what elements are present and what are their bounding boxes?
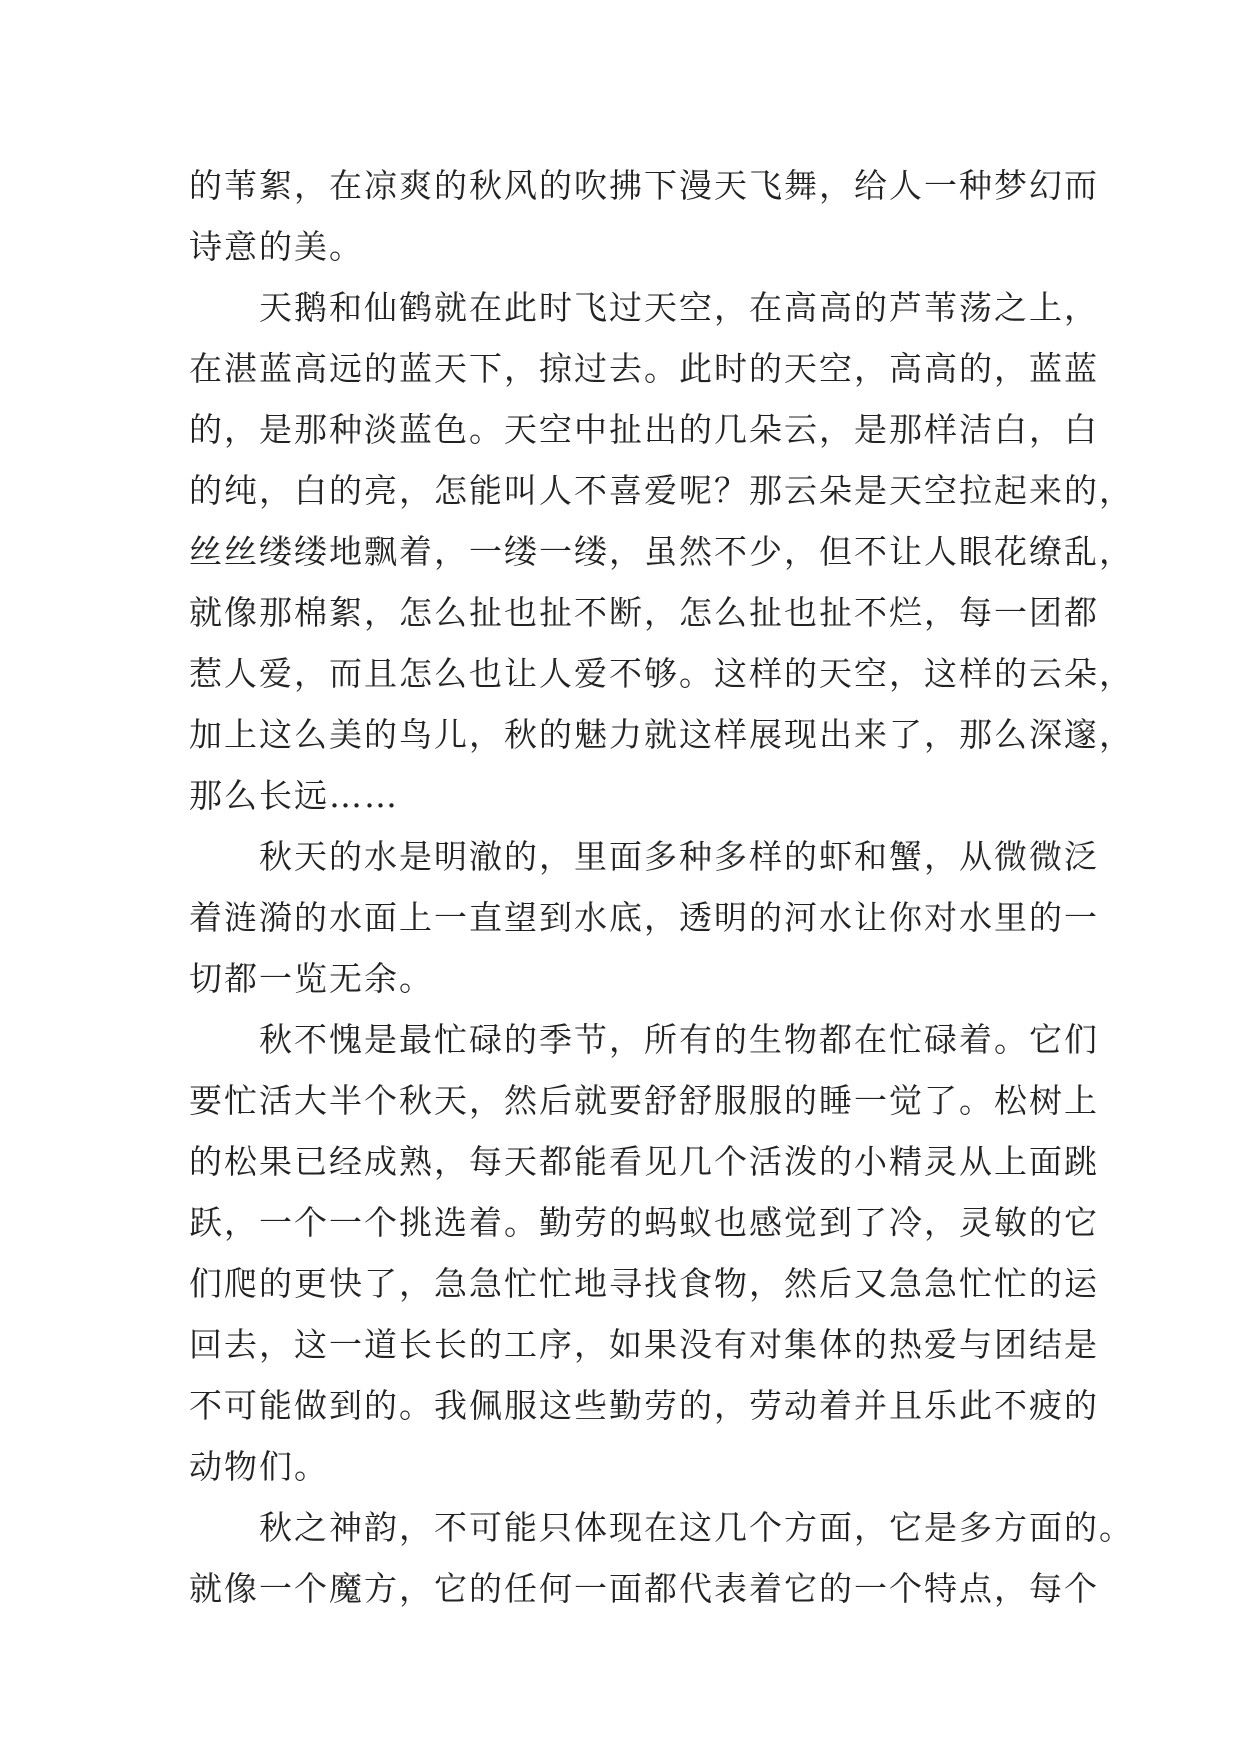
body-text	[189, 155, 1134, 1619]
text-line: 丝丝缕缕地飘着，一缕一缕，虽然不少，但不让人眼花缭乱，	[189, 532, 1134, 571]
text-line: 就像一个魔方，它的任何一面都代表着它的一个特点，每个	[189, 1569, 1099, 1608]
text-line: 跃，一个一个挑选着。勤劳的蚂蚁也感觉到了冷，灵敏的它	[189, 1203, 1099, 1242]
text-line: 在湛蓝高远的蓝天下，掠过去。此时的天空，高高的，蓝蓝	[189, 349, 1099, 388]
text-line: 动物们。	[189, 1447, 329, 1486]
text-line: 就像那棉絮，怎么扯也扯不断，怎么扯也扯不烂，每一团都	[189, 593, 1099, 632]
text-line: 加上这么美的鸟儿，秋的魅力就这样展现出来了，那么深邃，	[189, 715, 1134, 754]
text-line: 回去，这一道长长的工序，如果没有对集体的热爱与团结是	[189, 1325, 1099, 1364]
paragraph-start-line: 天鹅和仙鹤就在此时飞过天空，在高高的芦苇荡之上，	[259, 288, 1099, 327]
text-line: 的苇絮，在凉爽的秋风的吹拂下漫天飞舞，给人一种梦幻而	[189, 166, 1099, 205]
text-line: 切都一览无余。	[189, 959, 434, 998]
text-line: 的松果已经成熟，每天都能看见几个活泼的小精灵从上面跳	[189, 1142, 1099, 1181]
paragraph-start-line: 秋不愧是最忙碌的季节，所有的生物都在忙碌着。它们	[259, 1020, 1099, 1059]
text-line: 要忙活大半个秋天，然后就要舒舒服服的睡一觉了。松树上	[189, 1081, 1099, 1120]
text-line: 的，是那种淡蓝色。天空中扯出的几朵云，是那样洁白，白	[189, 410, 1099, 449]
text-line: 诗意的美。	[189, 227, 364, 266]
text-line: 着涟漪的水面上一直望到水底，透明的河水让你对水里的一	[189, 898, 1099, 937]
text-line: 的纯，白的亮，怎能叫人不喜爱呢？那云朵是天空拉起来的，	[189, 471, 1134, 510]
text-line: 惹人爱，而且怎么也让人爱不够。这样的天空，这样的云朵，	[189, 654, 1134, 693]
text-line: 不可能做到的。我佩服这些勤劳的，劳动着并且乐此不疲的	[189, 1386, 1099, 1425]
text-line: 们爬的更快了，急急忙忙地寻找食物，然后又急急忙忙的运	[189, 1264, 1099, 1303]
paragraph-start-line: 秋天的水是明澈的，里面多种多样的虾和蟹，从微微泛	[259, 837, 1099, 876]
paragraph-start-line: 秋之神韵，不可能只体现在这几个方面，它是多方面的。	[259, 1508, 1134, 1547]
text-line: 那么长远……	[189, 776, 399, 815]
